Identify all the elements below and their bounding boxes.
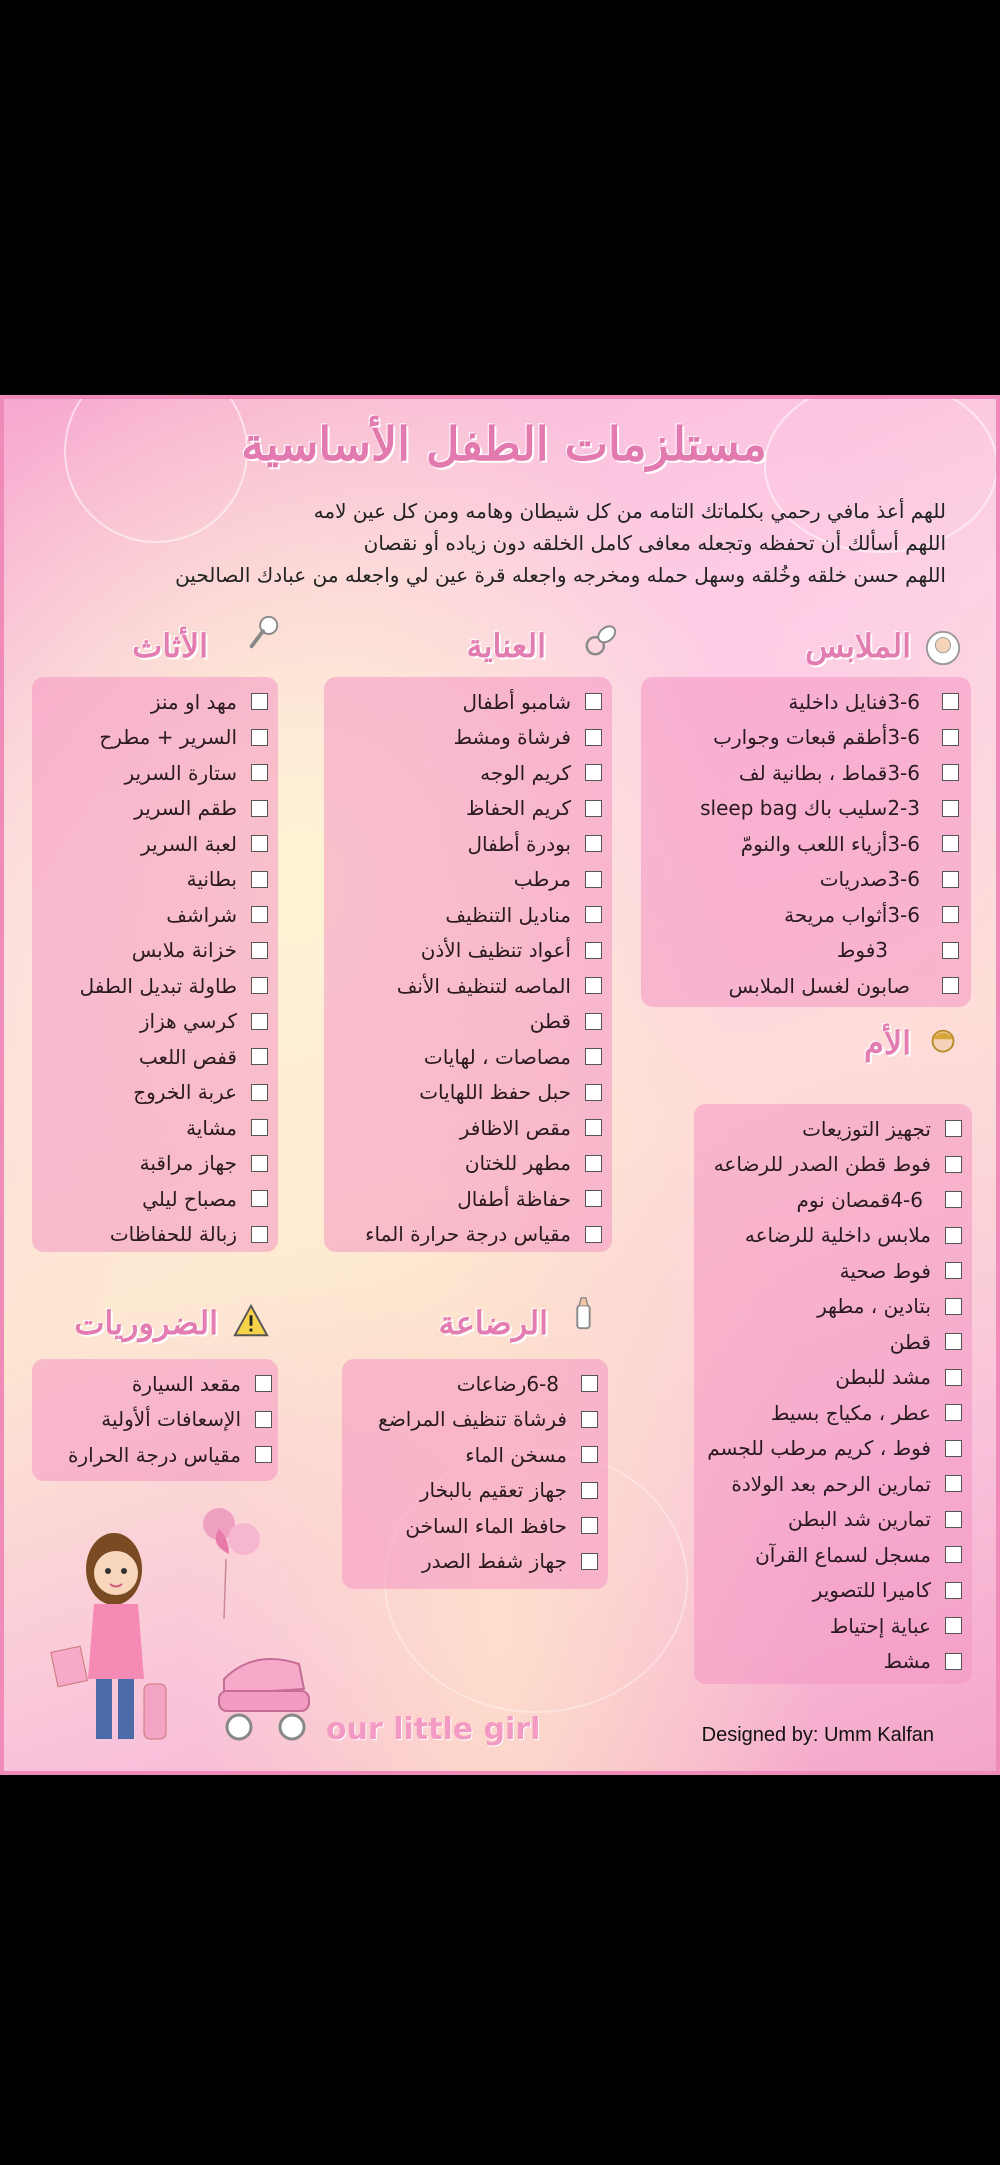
list-clothes: [641, 684, 959, 1004]
section-title-clothes: الملابس: [805, 627, 911, 665]
list-item[interactable]: [32, 791, 268, 827]
list-item[interactable]: [324, 1075, 602, 1111]
item-label: رضاعات: [456, 1371, 527, 1396]
section-title-furniture: الأثاث: [132, 627, 208, 665]
checkbox[interactable]: [581, 1446, 598, 1463]
checkbox[interactable]: [585, 1013, 602, 1030]
list-item[interactable]: [32, 1217, 268, 1253]
section-title-essentials: الضروريات: [74, 1304, 218, 1342]
item-label: بطانية: [186, 867, 237, 892]
checkbox[interactable]: [585, 800, 602, 817]
item-label: صابون لغسل الملابس: [728, 973, 910, 998]
item-qty: 3-6: [887, 831, 920, 856]
item-label: مصاصات ، لهايات: [423, 1044, 571, 1069]
checkbox[interactable]: [255, 1411, 272, 1428]
checkbox[interactable]: [585, 977, 602, 994]
checklist-poster: [0, 395, 1000, 1775]
item-label: فوط صحية: [839, 1258, 931, 1283]
checkbox[interactable]: [945, 1227, 962, 1244]
item-label: مطهر للختان: [464, 1151, 571, 1176]
checkbox[interactable]: [945, 1475, 962, 1492]
checkbox[interactable]: [251, 1226, 268, 1243]
rattle-icon: [244, 614, 282, 652]
list-item[interactable]: [324, 968, 602, 1004]
item-qty: 4-6: [890, 1187, 923, 1212]
list-item[interactable]: [324, 791, 602, 827]
checkbox[interactable]: [581, 1411, 598, 1428]
item-label: مهد او منز: [150, 689, 237, 714]
prayer-line: اللهم حسن خلقه وخُلقه وسهل حمله ومخرجه واجعله قرة عين لي واجعله من عبادك الصالحين: [175, 563, 946, 587]
item-label: قفص اللعب: [138, 1044, 237, 1069]
item-label: ملابس داخلية للرضاعه: [744, 1223, 931, 1248]
item-label: كرسي هزاز: [139, 1009, 237, 1034]
checkbox[interactable]: [251, 1190, 268, 1207]
checkbox[interactable]: [581, 1482, 598, 1499]
checkbox[interactable]: [585, 942, 602, 959]
item-label: تمارين شد البطن: [788, 1507, 931, 1532]
list-item[interactable]: [324, 1039, 602, 1075]
list-item[interactable]: [324, 1110, 602, 1146]
checkbox[interactable]: [942, 693, 959, 710]
checkbox[interactable]: [251, 800, 268, 817]
checkbox[interactable]: [251, 1155, 268, 1172]
list-item[interactable]: [694, 1395, 962, 1431]
item-label: مقياس درجة الحرارة: [67, 1442, 241, 1467]
checkbox[interactable]: [585, 1119, 602, 1136]
warning-icon: [232, 1302, 270, 1340]
checkbox[interactable]: [251, 835, 268, 852]
checkbox[interactable]: [255, 1446, 272, 1463]
list-item[interactable]: [694, 1573, 962, 1609]
checkbox[interactable]: [251, 942, 268, 959]
item-label: مشط: [883, 1649, 931, 1674]
item-label: قطن: [889, 1329, 931, 1354]
item-label: مسجل لسماع القرآن: [755, 1542, 931, 1567]
checkbox[interactable]: [585, 835, 602, 852]
item-qty: 3: [875, 938, 888, 963]
item-label: مقص الاظافر: [459, 1115, 571, 1140]
list-item[interactable]: [694, 1218, 962, 1254]
list-item[interactable]: [324, 862, 602, 898]
checkbox[interactable]: [251, 764, 268, 781]
checkbox[interactable]: [585, 1084, 602, 1101]
item-label: مناديل التنظيف: [445, 902, 571, 927]
item-label: أزياء اللعب والنومّ: [740, 831, 888, 856]
item-label: أعواد تنظيف الأذن: [420, 938, 571, 963]
checkbox[interactable]: [945, 1369, 962, 1386]
list-item[interactable]: [694, 1324, 962, 1360]
item-label: مقعد السيارة: [131, 1371, 241, 1396]
checkbox[interactable]: [251, 977, 268, 994]
list-item[interactable]: [32, 1004, 268, 1040]
checkbox[interactable]: [251, 1119, 268, 1136]
list-item[interactable]: [324, 684, 602, 720]
item-label: فنايل داخلية: [788, 689, 888, 714]
list-item[interactable]: [324, 826, 602, 862]
checkbox[interactable]: [251, 906, 268, 923]
checkbox[interactable]: [942, 800, 959, 817]
item-label: جهاز تعقيم بالبخار: [419, 1478, 567, 1503]
list-feeding: [342, 1366, 598, 1579]
item-label: فرشاة ومشط: [453, 725, 571, 750]
checkbox[interactable]: [585, 729, 602, 746]
item-qty: 3-6: [887, 725, 920, 750]
checkbox[interactable]: [945, 1156, 962, 1173]
checkbox[interactable]: [945, 1440, 962, 1457]
mother-icon: [924, 1024, 962, 1062]
item-label: حفاظة أطفال: [457, 1186, 571, 1211]
list-item[interactable]: [324, 1217, 602, 1253]
item-label: شامبو أطفال: [462, 689, 571, 714]
list-item[interactable]: [324, 1146, 602, 1182]
list-item[interactable]: [32, 1110, 268, 1146]
list-item[interactable]: [32, 933, 268, 969]
item-label: مقياس درجة حرارة الماء: [365, 1222, 571, 1247]
item-label: فوط ، كريم مرطب للجسم: [707, 1436, 931, 1461]
list-item[interactable]: [342, 1402, 598, 1438]
list-item[interactable]: [641, 968, 959, 1004]
list-item[interactable]: [641, 791, 959, 827]
list-item[interactable]: [641, 933, 959, 969]
checkbox[interactable]: [942, 764, 959, 781]
list-item[interactable]: [641, 897, 959, 933]
item-label: زبالة للحفاظات: [109, 1222, 237, 1247]
list-item[interactable]: [32, 1366, 272, 1402]
item-label: السرير + مطرح: [99, 725, 237, 750]
item-label: بتادين ، مطهر: [817, 1294, 931, 1319]
list-item[interactable]: [324, 1004, 602, 1040]
list-item[interactable]: [694, 1289, 962, 1325]
list-item[interactable]: [342, 1366, 598, 1402]
checkbox[interactable]: [585, 906, 602, 923]
list-item[interactable]: [694, 1502, 962, 1538]
item-label: أثواب مريحة: [784, 902, 888, 927]
item-label: تمارين الرحم بعد الولادة: [731, 1471, 931, 1496]
checkbox[interactable]: [942, 729, 959, 746]
checkbox[interactable]: [585, 1190, 602, 1207]
designer-credit: Designed by: Umm Kalfan: [701, 1724, 934, 1746]
item-label: حبل حفظ اللهايات: [419, 1080, 571, 1105]
checkbox[interactable]: [251, 1048, 268, 1065]
list-item[interactable]: [694, 1360, 962, 1396]
item-label: أطقم قبعات وجوارب: [713, 725, 888, 750]
list-item[interactable]: [342, 1544, 598, 1580]
checkbox[interactable]: [581, 1375, 598, 1392]
checkbox[interactable]: [581, 1517, 598, 1534]
list-item[interactable]: [32, 1146, 268, 1182]
item-qty: 3-6: [887, 867, 920, 892]
item-label: ستارة السرير: [124, 760, 237, 785]
item-label: عربة الخروج: [133, 1080, 237, 1105]
checkbox[interactable]: [945, 1298, 962, 1315]
list-item[interactable]: [342, 1473, 598, 1509]
item-qty: 3-6: [887, 760, 920, 785]
checkbox[interactable]: [251, 1013, 268, 1030]
list-item[interactable]: [694, 1466, 962, 1502]
list-item[interactable]: [324, 897, 602, 933]
item-label: فوط قطن الصدر للرضاعه: [713, 1152, 931, 1177]
item-label: عطر ، مكياج بسيط: [770, 1400, 931, 1425]
list-item[interactable]: [342, 1437, 598, 1473]
item-label: طاولة تبديل الطفل: [79, 973, 237, 998]
list-item[interactable]: [324, 933, 602, 969]
item-label: الإسعافات ألأولية: [101, 1407, 241, 1432]
checkbox[interactable]: [585, 1226, 602, 1243]
checkbox[interactable]: [251, 871, 268, 888]
checkbox[interactable]: [255, 1375, 272, 1392]
item-qty: 2-3: [887, 796, 920, 821]
pacifier-icon: [582, 621, 620, 659]
checkbox[interactable]: [945, 1191, 962, 1208]
item-label: عباية إحتياط: [829, 1613, 931, 1638]
checkbox[interactable]: [581, 1553, 598, 1570]
item-label: قماط ، بطانية لف: [738, 760, 888, 785]
list-item[interactable]: [32, 1437, 272, 1473]
mother-and-stroller-illustration: [34, 1499, 334, 1754]
item-label: بودرة أطفال: [467, 831, 571, 856]
list-item[interactable]: [694, 1147, 962, 1183]
checkbox[interactable]: [945, 1617, 962, 1634]
list-mother: [694, 1111, 962, 1679]
item-label: صدريات: [819, 867, 888, 892]
list-item[interactable]: [32, 684, 268, 720]
list-item[interactable]: [324, 720, 602, 756]
list-item[interactable]: [694, 1537, 962, 1573]
item-label: حافظ الماء الساخن: [405, 1513, 567, 1538]
item-label: مسخن الماء: [465, 1442, 567, 1467]
item-label: جهاز شفط الصدر: [421, 1549, 567, 1574]
section-title-feeding: الرضاعة: [438, 1304, 548, 1342]
brand-text: our little girl: [326, 1712, 541, 1747]
item-label: شراشف: [166, 902, 237, 927]
checkbox[interactable]: [251, 1084, 268, 1101]
list-care: [324, 684, 602, 1252]
list-item[interactable]: [641, 755, 959, 791]
item-label: كاميرا للتصوير: [812, 1578, 931, 1603]
list-item[interactable]: [641, 684, 959, 720]
list-item[interactable]: [32, 1181, 268, 1217]
list-item[interactable]: [342, 1508, 598, 1544]
item-label: مرطب: [513, 867, 571, 892]
list-item[interactable]: [32, 1039, 268, 1075]
item-label: طقم السرير: [134, 796, 237, 821]
item-label: الماصه لتنظيف الأنف: [396, 973, 571, 998]
item-label: قمصان نوم: [796, 1187, 891, 1212]
list-item[interactable]: [32, 968, 268, 1004]
list-item[interactable]: [641, 826, 959, 862]
list-item[interactable]: [324, 755, 602, 791]
checkbox[interactable]: [945, 1120, 962, 1137]
item-label: مشد للبطن: [835, 1365, 931, 1390]
list-item[interactable]: [32, 862, 268, 898]
checkbox[interactable]: [585, 1048, 602, 1065]
list-item[interactable]: [32, 826, 268, 862]
prayer-line: اللهم أسألك أن تحفظه وتجعله معافى كامل الخلقه دون زياده أو نقصان: [363, 531, 946, 555]
poster-title: مستلزمات الطفل الأساسية: [241, 417, 767, 471]
baby-icon: [924, 629, 962, 667]
list-furniture: [32, 684, 268, 1252]
list-item[interactable]: [32, 897, 268, 933]
checkbox[interactable]: [942, 977, 959, 994]
list-item[interactable]: [694, 1253, 962, 1289]
checkbox[interactable]: [942, 835, 959, 852]
item-label: كريم الحفاظ: [465, 796, 571, 821]
checkbox[interactable]: [945, 1333, 962, 1350]
item-label: قطن: [529, 1009, 571, 1034]
checkbox[interactable]: [945, 1582, 962, 1599]
item-label: خزانة ملابس: [131, 938, 237, 963]
bottle-icon: [564, 1294, 602, 1332]
list-item[interactable]: [32, 755, 268, 791]
checkbox[interactable]: [585, 1155, 602, 1172]
list-item[interactable]: [694, 1608, 962, 1644]
item-qty: 3-6: [887, 689, 920, 714]
checkbox[interactable]: [945, 1511, 962, 1528]
list-essentials: [32, 1366, 272, 1473]
list-item[interactable]: [694, 1182, 962, 1218]
checkbox[interactable]: [945, 1653, 962, 1670]
list-item[interactable]: [641, 720, 959, 756]
section-title-mother: الأم: [864, 1024, 911, 1062]
item-label: لعبة السرير: [141, 831, 237, 856]
item-label: مصباح ليلي: [142, 1186, 237, 1211]
list-item[interactable]: [32, 1075, 268, 1111]
list-item[interactable]: [641, 862, 959, 898]
list-item[interactable]: [694, 1111, 962, 1147]
item-qty: 6-8: [526, 1371, 559, 1396]
list-item[interactable]: [694, 1431, 962, 1467]
item-label: مشاية: [186, 1115, 237, 1140]
item-label: تجهيز التوزيعات: [802, 1116, 931, 1141]
checkbox[interactable]: [585, 871, 602, 888]
checkbox[interactable]: [585, 764, 602, 781]
item-label: فوط: [836, 938, 876, 963]
checkbox[interactable]: [945, 1262, 962, 1279]
list-item[interactable]: [324, 1181, 602, 1217]
checkbox[interactable]: [945, 1404, 962, 1421]
item-qty: 3-6: [887, 902, 920, 927]
list-item[interactable]: [32, 1402, 272, 1438]
item-label: كريم الوجه: [480, 760, 571, 785]
checkbox[interactable]: [942, 942, 959, 959]
checkbox[interactable]: [585, 693, 602, 710]
checkbox[interactable]: [942, 871, 959, 888]
section-title-care: العناية: [466, 627, 546, 665]
checkbox[interactable]: [251, 729, 268, 746]
checkbox[interactable]: [251, 693, 268, 710]
checkbox[interactable]: [942, 906, 959, 923]
checkbox[interactable]: [945, 1546, 962, 1563]
list-item[interactable]: [694, 1644, 962, 1680]
list-item[interactable]: [32, 720, 268, 756]
item-label: فرشاة تنظيف المراضع: [378, 1407, 567, 1432]
item-label: جهاز مراقبة: [139, 1151, 237, 1176]
prayer-line: للهم أعذ مافي رحمي بكلماتك التامه من كل شيطان وهامه ومن كل عين لامه: [313, 499, 946, 523]
item-label: سليب باك sleep bag: [700, 796, 888, 821]
